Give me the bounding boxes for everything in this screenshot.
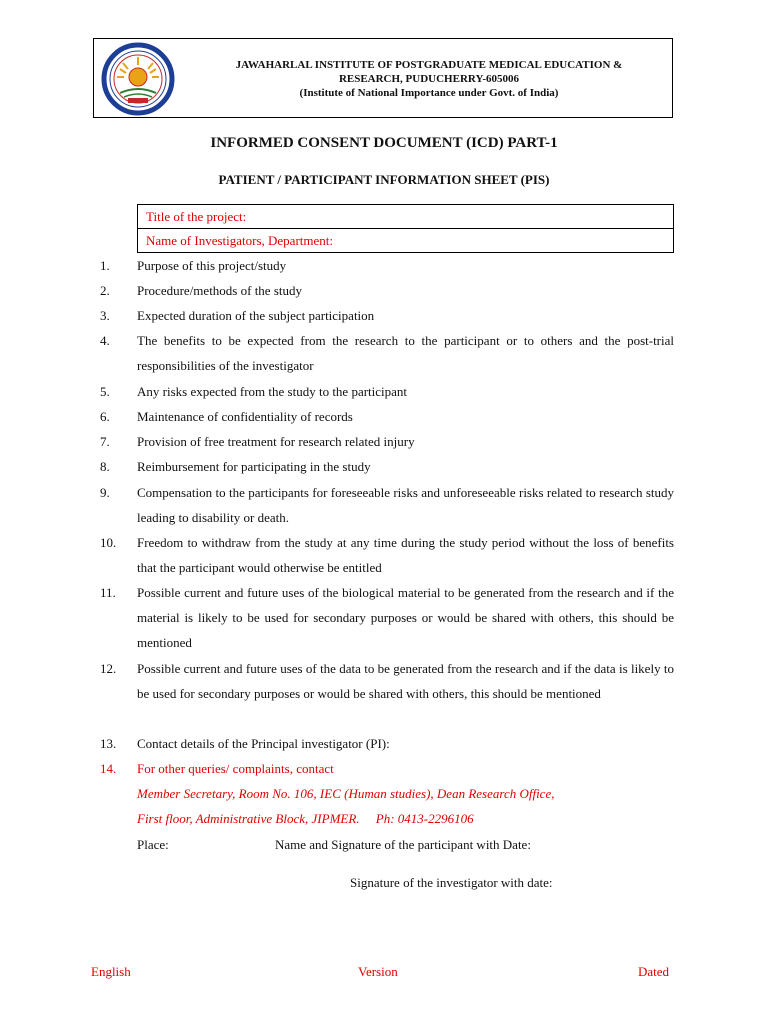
item-text: Freedom to withdraw from the study at any time during the study period without the loss of benefits that the participant would otherwise be entitled [137, 535, 674, 575]
item-number: 1. [100, 258, 110, 273]
footer-version: Version [358, 964, 398, 979]
participant-signature-label: Name and Signature of the participant with Date: [275, 837, 531, 852]
institute-line-2: RESEARCH, PUDUCHERRY-605006 [338, 73, 520, 85]
place-label: Place: [137, 837, 169, 852]
investigator-signature-label: Signature of the investigator with date: [350, 875, 553, 890]
item-number: 10. [100, 535, 117, 550]
project-info-table [137, 204, 674, 253]
table-row [138, 205, 674, 229]
institute-line-1: JAWAHARLAL INSTITUTE OF POSTGRADUATE MEDICAL EDUCATION & [235, 59, 623, 71]
item-text: Possible current and future uses of the data to be generated from the research and if the data is likely to be used for secondary purposes or would be shared with others, this should be mentioned [137, 661, 674, 701]
item-number: 2. [100, 283, 110, 298]
item-number: 7. [100, 434, 110, 449]
item-number: 14. [100, 761, 117, 776]
item-text: Expected duration of the subject participation [137, 308, 375, 323]
item-number: 13. [100, 736, 117, 751]
item-text: Provision of free treatment for research related injury [137, 434, 415, 449]
item-number: 4. [100, 333, 110, 348]
item-number: 11. [100, 585, 116, 600]
item-text: The benefits to be expected from the research to the participant or to others and the post-trial responsibilities of the investigator [137, 333, 674, 373]
iec-contact-line-1: Member Secretary, Room No. 106, IEC (Human studies), Dean Research Office, [137, 786, 555, 801]
document-subtitle: PATIENT / PARTICIPANT INFORMATION SHEET (PIS) [218, 172, 550, 187]
document-title: INFORMED CONSENT DOCUMENT (ICD) PART-1 [210, 135, 558, 151]
item-text: Any risks expected from the study to the participant [137, 384, 408, 399]
institute-header [93, 38, 673, 118]
item-number: 9. [100, 485, 110, 500]
iec-contact-line-2: First floor, Administrative Block, JIPMER. Ph: 0413-2296106 [137, 811, 474, 826]
item-text: Maintenance of confidentiality of records [137, 409, 353, 424]
item-number: 5. [100, 384, 110, 399]
institute-name [194, 58, 664, 100]
item-text: Purpose of this project/study [137, 258, 287, 273]
project-title-field[interactable]: Title of the project: [138, 205, 674, 229]
institute-seal-logo [98, 41, 178, 117]
table-row [138, 229, 674, 253]
institute-line-3: (Institute of National Importance under Govt. of India) [299, 87, 559, 99]
item-number: 6. [100, 409, 110, 424]
item-text: Procedure/methods of the study [137, 283, 302, 298]
item-number: 3. [100, 308, 110, 323]
footer-language: English [91, 964, 131, 979]
item-text: Compensation to the participants for foreseeable risks and unforeseeable risks related to research study leading to disability or death. [137, 485, 674, 525]
item-text: Possible current and future uses of the biological material to be generated from the research and if the material is likely to be used for secondary purposes or would be shared with others, this should be mentioned [137, 585, 674, 650]
item-text: For other queries/ complaints, contact [137, 761, 334, 776]
footer-dated: Dated [638, 964, 670, 979]
item-number: 8. [100, 459, 110, 474]
item-number: 12. [100, 661, 117, 676]
item-text: Contact details of the Principal investigator (PI): [137, 736, 390, 751]
investigators-field[interactable]: Name of Investigators, Department: [138, 229, 674, 253]
item-text: Reimbursement for participating in the study [137, 459, 371, 474]
